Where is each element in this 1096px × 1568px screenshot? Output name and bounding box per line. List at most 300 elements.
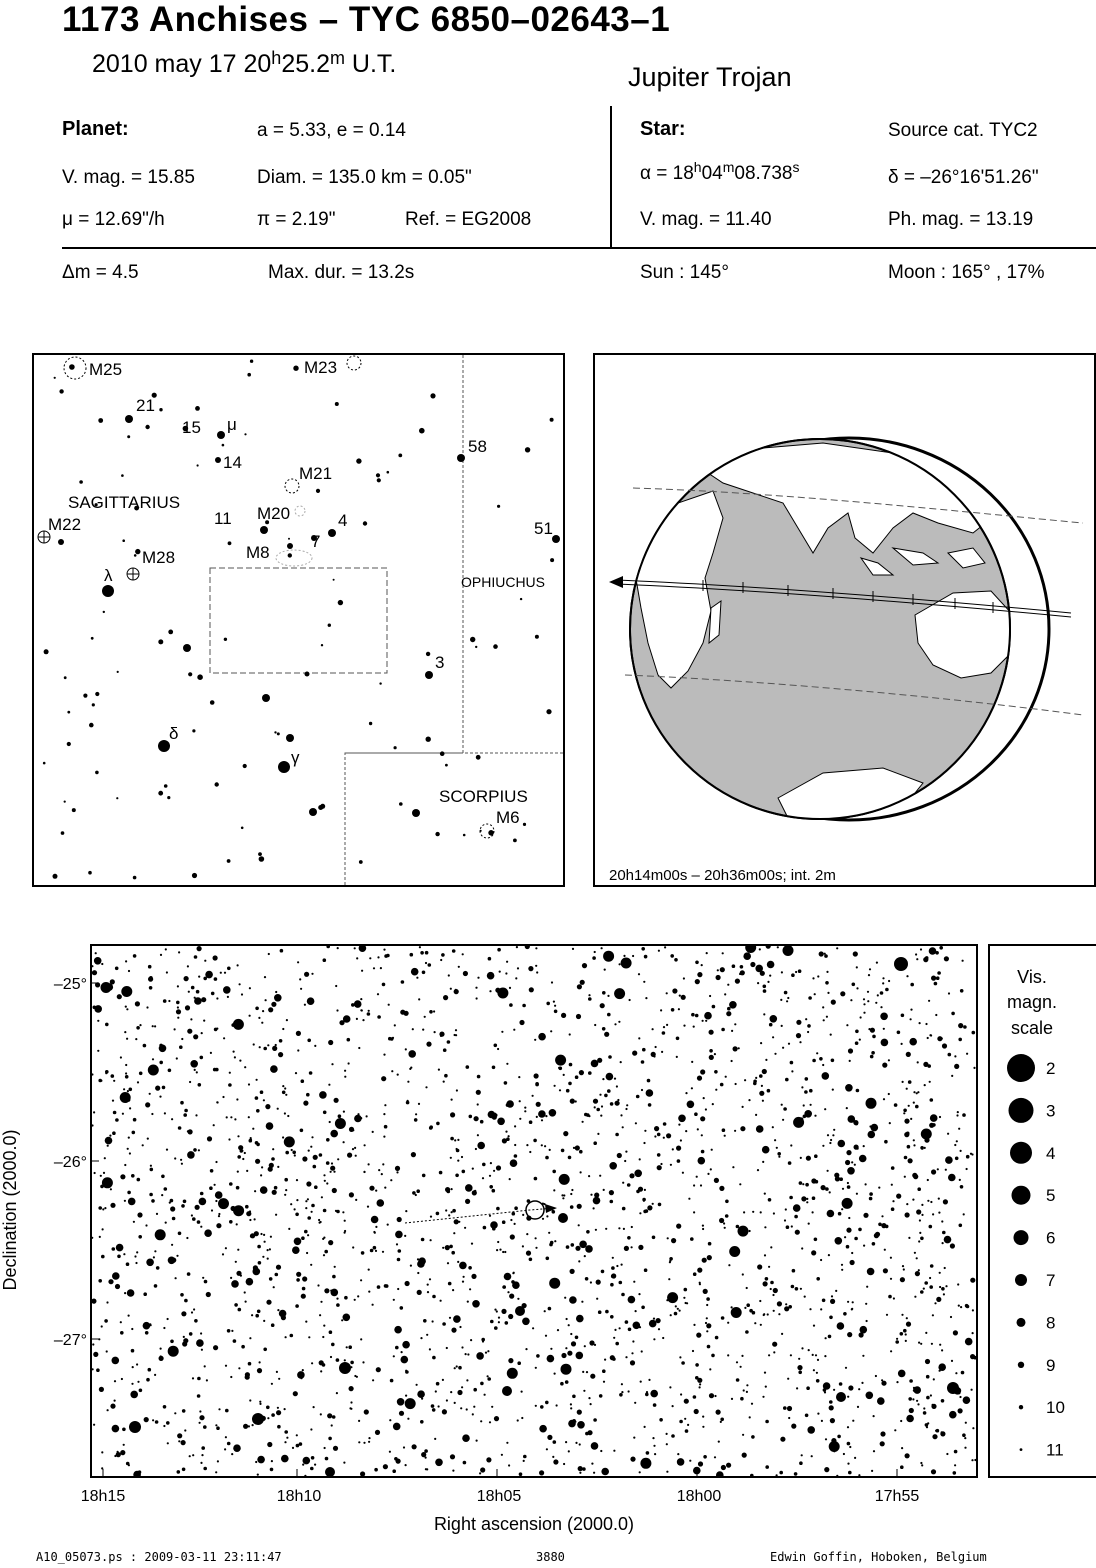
detail-star [760,1211,762,1213]
detail-star [822,1006,824,1008]
detail-star [343,1111,345,1113]
detail-star [682,1172,684,1174]
detail-star [575,1145,580,1150]
detail-star [913,1144,915,1146]
constellation-scorpius: SCORPIUS [439,787,528,806]
detail-star [824,1467,829,1472]
detail-star [579,1472,581,1474]
detail-star [906,1415,914,1423]
detail-star [255,1159,260,1164]
detail-star [581,1301,583,1303]
detail-star [515,977,517,979]
detail-star [903,1109,907,1113]
detail-star [177,1433,182,1438]
detail-star [228,1138,230,1140]
detail-star [514,1144,516,1146]
detail-star [510,1219,512,1221]
detail-star [895,1340,899,1344]
detail-star [830,1418,835,1423]
detail-star [344,1230,346,1232]
detail-star [506,1063,508,1065]
detail-star [523,1455,527,1459]
detail-star [605,1228,607,1230]
detail-star [760,1324,762,1326]
detail-star [461,1386,463,1388]
detail-star [783,1107,787,1111]
star-phmag: Ph. mag. = 13.19 [888,209,1034,230]
detail-star [814,1238,818,1242]
detail-star [913,1102,915,1104]
finder-star [64,801,66,803]
detail-star [259,1403,261,1405]
detail-star [522,1214,524,1216]
detail-star [841,1208,843,1210]
finder-star [79,480,83,484]
detail-star [600,1450,602,1452]
detail-star [615,1101,620,1106]
detail-star [542,1218,544,1220]
detail-star [706,1297,710,1301]
detail-star [932,1213,934,1215]
detail-star [456,1149,460,1153]
detail-star [172,1217,176,1221]
finder-star [440,751,445,756]
detail-star [575,1075,579,1079]
detail-star [450,1454,455,1459]
detail-star [699,1383,701,1385]
detail-star [546,1215,548,1217]
detail-star [846,1150,851,1155]
finder-star [262,694,270,702]
detail-star [477,977,479,979]
detail-star [706,1323,711,1328]
label-3: 3 [435,653,445,672]
detail-star [467,1301,469,1303]
finder-star [546,709,551,714]
finder-star [116,797,118,799]
detail-star [944,1236,952,1244]
detail-star [570,1193,572,1195]
detail-star [215,1191,223,1199]
detail-star [651,1052,656,1057]
detail-star [218,1198,229,1209]
label-m28: M28 [142,548,176,567]
detail-star [396,1243,398,1245]
detail-star [714,1456,716,1458]
detail-star [375,1430,380,1435]
detail-star [185,1005,190,1010]
detail-star [92,1343,94,1345]
detail-star [916,958,918,960]
detail-star [852,1301,854,1303]
finder-star [159,408,162,411]
detail-star [120,1331,124,1335]
detail-star [559,1174,570,1185]
detail-star [198,1149,200,1151]
detail-star [372,1304,374,1306]
detail-star [822,1299,826,1303]
detail-star [405,1210,407,1212]
detail-star [630,1457,635,1462]
label-mu: μ [227,415,237,434]
detail-star [152,1058,154,1060]
detail-star [698,1157,706,1165]
detail-star [415,1113,417,1115]
detail-star [230,1116,232,1118]
detail-star [877,994,879,996]
detail-star [522,1245,524,1247]
detail-star [906,1052,911,1057]
detail-star [370,1249,374,1253]
detail-star [335,1118,346,1129]
detail-star [913,1139,915,1141]
detail-star [151,1199,155,1203]
detail-star [514,1206,518,1210]
detail-star [305,1200,307,1202]
detail-star [214,977,218,981]
detail-star [314,1464,316,1466]
detail-star [900,1420,902,1422]
detail-star [819,1057,823,1061]
legend-title-3: scale [1010,1018,1054,1038]
detail-star [711,1149,713,1151]
detail-star [388,1004,390,1006]
detail-star [658,1203,662,1207]
detail-star [880,1006,882,1008]
detail-star [858,1388,860,1390]
detail-star [924,1281,928,1285]
detail-star [541,1119,543,1121]
ra-m-unit: m [722,159,735,175]
detail-star [625,1108,627,1110]
detail-star [267,1249,269,1251]
detail-star [633,1437,635,1439]
finder-star [493,644,498,649]
detail-star [350,1361,354,1365]
detail-star [314,1045,316,1047]
detail-star [449,1245,453,1249]
detail-star [201,1446,205,1450]
detail-star [338,1114,342,1118]
detail-star [181,1204,185,1208]
detail-star [645,997,647,999]
detail-star [691,1013,695,1017]
detail-star [709,1393,714,1398]
detail-star [591,1463,593,1465]
detail-star [347,1038,351,1042]
detail-star [783,945,794,956]
detail-star [165,1222,167,1224]
detail-star [275,991,277,993]
detail-star [599,1394,603,1398]
detail-star [806,1156,811,1161]
detail-star [641,1060,645,1064]
detail-star [182,1409,186,1413]
detail-star [430,1216,432,1218]
detail-star [354,1115,362,1123]
detail-star [394,1024,396,1026]
detail-star [938,1363,946,1371]
legend-label-4: 4 [1046,1143,1056,1163]
detail-star [719,1186,724,1191]
detail-star [611,1274,615,1278]
detail-star [213,1068,217,1072]
detail-star [213,955,218,960]
delta-mag: Δm = 4.5 [62,262,139,283]
detail-star [763,1013,765,1015]
detail-star [707,1255,712,1260]
detail-star [502,1220,506,1224]
detail-star [896,1194,901,1199]
finder-star [476,755,481,760]
detail-star [91,1299,96,1304]
detail-star [909,1408,914,1413]
detail-star [666,1024,668,1026]
detail-star [743,952,751,960]
detail-star [603,951,614,962]
detail-star [200,1192,204,1196]
detail-star [867,1268,875,1276]
detail-star [280,949,284,953]
detail-star [535,1247,537,1249]
detail-star [954,1450,958,1454]
detail-star [820,1308,822,1310]
detail-star [942,1231,946,1235]
detail-star [354,1147,356,1149]
detail-star [445,1245,450,1250]
detail-star [610,1355,615,1360]
detail-star [811,1178,816,1183]
detail-star [568,1156,572,1160]
detail-star [101,963,103,965]
detail-star [695,1014,699,1018]
detail-star [498,1317,500,1319]
detail-star [421,1398,423,1400]
detail-star [807,1031,809,1033]
detail-star [890,1350,892,1352]
detail-star [176,1057,178,1059]
detail-star [93,1352,98,1357]
detail-star [892,1200,894,1202]
detail-star [257,1368,262,1373]
detail-star [257,1245,261,1249]
detail-star [127,1191,131,1195]
detail-star [716,975,721,980]
detail-star [787,1406,792,1411]
detail-star [931,1169,936,1174]
detail-star [579,1150,583,1154]
detail-star [877,1397,885,1405]
detail-star [126,1008,128,1010]
detail-star [962,960,964,962]
detail-star [134,1255,136,1257]
detail-star [621,1383,623,1385]
detail-star [395,1166,400,1171]
detail-star [306,1181,311,1186]
detail-star [666,1299,668,1301]
finder-star [44,649,49,654]
detail-star [463,1461,467,1465]
ra-h-unit: h [693,159,702,175]
detail-star [154,1284,158,1288]
label-11: 11 [214,509,232,528]
detail-star [972,1031,976,1035]
detail-star [369,1186,374,1191]
detail-star [94,1005,102,1013]
detail-star [139,1389,143,1393]
detail-star [590,1403,592,1405]
detail-star [357,1295,359,1297]
detail-star [330,1130,338,1138]
detail-star [332,1415,336,1419]
detail-star [518,1076,520,1078]
detail-star [418,1103,420,1105]
detail-star [206,1379,208,1381]
detail-star [854,1164,856,1166]
detail-star [216,1223,221,1228]
detail-star [166,1149,168,1151]
legend-label-8: 8 [1046,1313,1056,1333]
detail-star [582,1121,584,1123]
detail-star [588,997,592,1001]
finder-star [335,402,339,406]
detail-star [930,1201,932,1203]
detail-star [367,1206,369,1208]
label-14: 14 [223,453,242,472]
ra-tick-1810: 18h10 [276,1488,322,1505]
detail-star [159,1096,161,1098]
detail-star [263,1348,267,1352]
detail-star [653,1403,657,1407]
detail-star [407,1081,409,1083]
detail-star [380,967,382,969]
detail-star [296,1179,298,1181]
detail-star [929,1123,934,1128]
detail-star [245,1301,247,1303]
finder-star [224,638,227,641]
max-duration: Max. dur. = 13.2s [268,262,415,283]
detail-star [593,1197,601,1205]
detail-star [217,1460,219,1462]
detail-star [174,1028,176,1030]
detail-star [112,1272,120,1280]
finder-star [244,433,246,435]
detail-star [909,1379,913,1383]
detail-star [94,957,102,965]
detail-star [943,1199,948,1204]
detail-star [971,1153,973,1155]
detail-star [727,984,729,986]
detail-star [755,1114,757,1116]
detail-star [368,1010,370,1012]
date-prefix: 2010 may 17 20 [92,50,272,78]
detail-star [384,1104,386,1106]
detail-star [782,1047,784,1049]
detail-star [960,1306,962,1308]
detail-star [499,971,501,973]
detail-star [214,1184,216,1186]
detail-star [911,1040,913,1042]
detail-star [772,1342,777,1347]
detail-star [373,967,375,969]
detail-star [883,1268,888,1273]
detail-star [194,1319,198,1323]
detail-star [470,1339,472,1341]
detail-star [349,1192,354,1197]
detail-star [416,1189,420,1193]
detail-star [238,1308,242,1312]
detail-star [375,1250,377,1252]
detail-star [668,1278,670,1280]
detail-star [501,1454,503,1456]
detail-star [906,975,908,977]
detail-star [575,1100,577,1102]
detail-star [480,1467,485,1472]
detail-star [627,1183,631,1187]
detail-star [920,1462,922,1464]
detail-star [816,1052,818,1054]
detail-star [795,971,797,973]
detail-star [200,1056,204,1060]
detail-star [625,1320,629,1324]
detail-star [840,991,845,996]
detail-star [593,1207,595,1209]
detail-star [354,1000,362,1008]
detail-star [920,1237,924,1241]
detail-star [604,1094,608,1098]
detail-star [659,1418,663,1422]
detail-star [934,1302,936,1304]
detail-star [133,1118,137,1122]
detail-star [545,1156,549,1160]
detail-star [277,1425,281,1429]
detail-star [112,1131,116,1135]
detail-star [699,1282,701,1284]
detail-star [847,1185,851,1189]
detail-star [878,1223,882,1227]
detail-star [304,1230,308,1234]
detail-star [442,1322,446,1326]
label-21: 21 [136,396,155,415]
detail-star [906,1088,908,1090]
detail-star [368,1163,370,1165]
ra-tick-1805: 18h05 [476,1488,522,1505]
detail-star [575,1336,579,1340]
detail-star [497,991,499,993]
detail-star [272,1148,274,1150]
label-7: 7 [311,532,321,551]
detail-star [181,1163,183,1165]
detail-star [765,1277,769,1281]
page-title: 1173 Anchises – TYC 6850–02643–1 [62,0,671,39]
detail-star [622,1182,624,1184]
detail-star [443,1081,445,1083]
finder-star [316,489,320,493]
detail-star [684,1288,688,1292]
detail-star [788,1417,790,1419]
detail-star [249,1337,251,1339]
detail-star [847,1182,849,1184]
detail-star [346,1346,348,1348]
detail-star [290,1334,294,1338]
finder-star [183,644,191,652]
detail-star [714,1070,718,1074]
detail-star [871,1051,875,1055]
detail-star [654,1126,659,1131]
detail-star [487,1350,489,1352]
detail-star [674,958,678,962]
finder-star [445,764,448,767]
